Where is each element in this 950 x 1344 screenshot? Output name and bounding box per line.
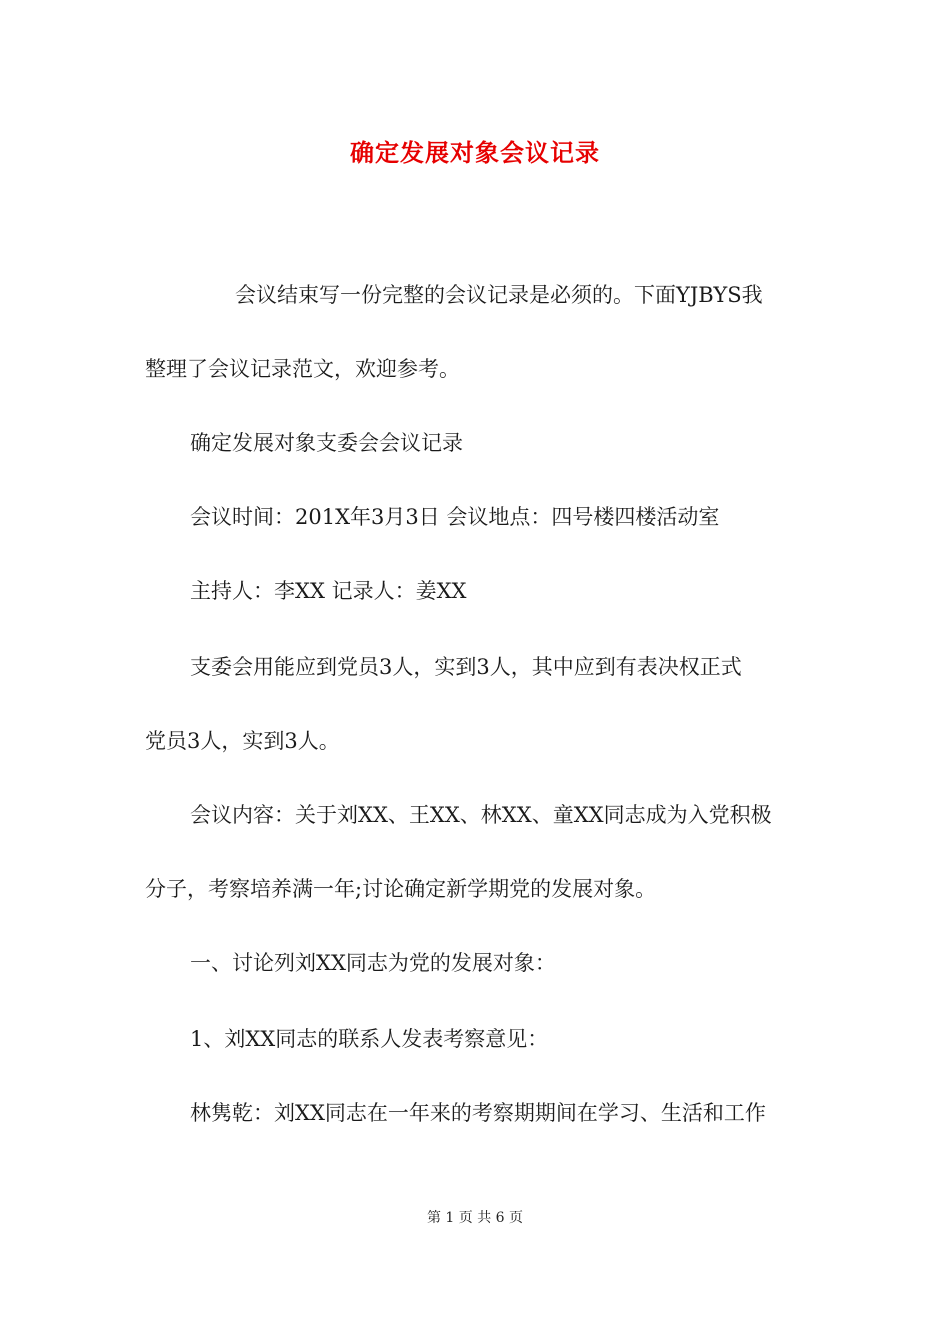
paragraph-intro-line-2: 整理了会议记录范文，欢迎参考。 bbox=[145, 357, 460, 381]
paragraph-intro-line-1: 会议结束写一份完整的会议记录是必须的。下面YJBYS我 bbox=[235, 283, 763, 307]
meeting-time-location: 会议时间：201X年3月3日 会议地点：四号楼四楼活动室 bbox=[190, 505, 720, 529]
record-heading: 确定发展对象支委会会议记录 bbox=[190, 431, 463, 455]
meeting-content-line-1: 会议内容：关于刘XX、王XX、林XX、童XX同志成为入党积极 bbox=[190, 803, 772, 827]
document-title: 确定发展对象会议记录 bbox=[350, 138, 600, 167]
attendance-line-2: 党员3人，实到3人。 bbox=[145, 729, 340, 753]
attendance-line-1: 支委会用能应到党员3人，实到3人，其中应到有表决权正式 bbox=[190, 655, 742, 679]
section-one-heading: 一、讨论列刘XX同志为党的发展对象： bbox=[190, 951, 556, 975]
opinion-line-1: 林隽乾：刘XX同志在一年来的考察期期间在学习、生活和工作 bbox=[190, 1101, 766, 1125]
meeting-content-line-2: 分子，考察培养满一年;讨论确定新学期党的发展对象。 bbox=[145, 877, 657, 901]
subsection-one-heading: 1、刘XX同志的联系人发表考察意见： bbox=[190, 1027, 549, 1051]
host-recorder: 主持人：李XX 记录人：姜XX bbox=[190, 579, 467, 603]
page-footer: 第 1 页 共 6 页 bbox=[426, 1210, 524, 1226]
